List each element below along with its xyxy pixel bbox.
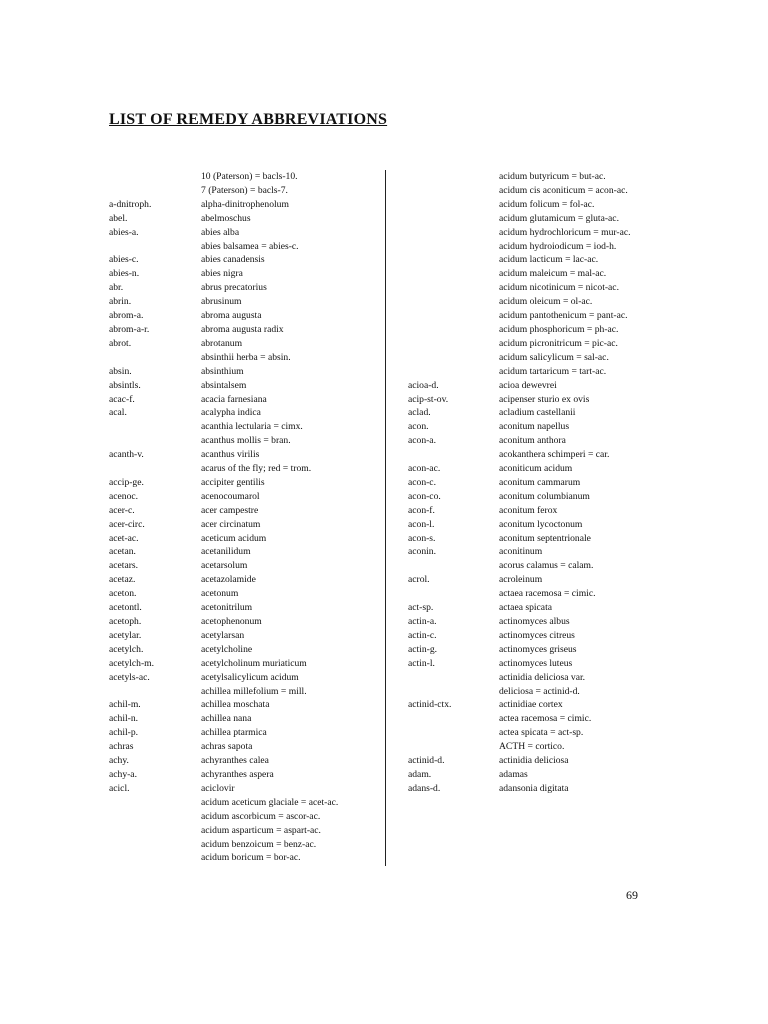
remedy-entry <box>109 420 377 434</box>
remedy-entry <box>109 671 377 685</box>
remedy-name: aconitum anthora <box>499 435 566 447</box>
remedy-entry <box>109 573 377 587</box>
remedy-abbreviation: achil-n. <box>109 713 139 725</box>
remedy-name: aceticum acidum <box>201 532 267 544</box>
remedy-name: acidum ascorbicum = ascor-ac. <box>201 810 321 822</box>
remedy-abbreviation <box>408 351 499 365</box>
remedy-name: acioa dewevrei <box>499 379 557 391</box>
remedy-abbreviation <box>408 559 499 573</box>
remedy-name: acidum tartaricum = tart-ac. <box>499 365 607 377</box>
remedy-entry <box>109 615 377 629</box>
remedy-name: abies canadensis <box>201 254 265 266</box>
remedy-abbreviation: acetontl. <box>109 602 142 614</box>
remedy-entry <box>408 504 648 518</box>
remedy-abbreviation: acetoph. <box>109 616 142 627</box>
remedy-abbreviation: accip-ge. <box>109 476 144 488</box>
remedy-entry <box>109 601 377 615</box>
remedy-entry <box>408 379 648 393</box>
remedy-abbreviation: acon-s. <box>408 532 436 544</box>
remedy-name: abies balsamea = abies-c. <box>201 240 299 252</box>
remedy-name: aconitum ferox <box>499 504 558 516</box>
remedy-name: acidum picronitricum = pic-ac. <box>499 337 618 349</box>
remedy-abbreviation <box>408 685 499 699</box>
remedy-name: acer circinatum <box>201 518 261 530</box>
remedy-name: achillea moschata <box>201 699 270 711</box>
remedy-abbreviation: achy. <box>109 755 129 767</box>
remedy-name: actinomyces citreus <box>499 629 575 641</box>
remedy-entry <box>408 476 648 490</box>
remedy-name: acetylsalicylicum acidum <box>201 671 299 683</box>
remedy-name: acer campestre <box>201 504 259 516</box>
remedy-name: acetanilidum <box>201 546 251 558</box>
remedy-name: absinthii herba = absin. <box>201 351 291 363</box>
remedy-entry <box>408 754 648 768</box>
remedy-abbreviation: acetylar. <box>109 629 142 641</box>
remedy-name: accipiter gentilis <box>201 476 265 488</box>
remedy-abbreviation: adans-d. <box>408 782 441 794</box>
remedy-abbreviation <box>109 838 201 852</box>
remedy-entry <box>408 573 648 587</box>
remedy-abbreviation: abies-c. <box>109 254 139 266</box>
remedy-abbreviation <box>408 323 499 337</box>
remedy-name: achillea millefolium = mill. <box>201 685 307 697</box>
remedy-name: acipenser sturio ex ovis <box>499 393 590 405</box>
remedy-entry <box>109 476 377 490</box>
remedy-name: acokanthera schimperi = car. <box>499 449 610 461</box>
remedy-entry <box>408 281 648 295</box>
remedy-name: abrusinum <box>201 296 242 308</box>
remedy-abbreviation: acac-f. <box>109 393 135 405</box>
remedy-entry <box>408 768 648 782</box>
remedy-entry <box>109 629 377 643</box>
remedy-abbreviation: acon. <box>408 421 429 433</box>
remedy-abbreviation: actin-l. <box>408 657 435 669</box>
remedy-abbreviation: actin-a. <box>408 616 437 627</box>
remedy-abbreviation: acip-st-ov. <box>408 393 449 405</box>
remedy-name: adansonia digitata <box>499 782 569 794</box>
remedy-abbreviation: absin. <box>109 365 132 377</box>
remedy-abbreviation <box>109 184 201 198</box>
remedy-abbreviation: acon-l. <box>408 518 435 530</box>
remedy-name: acidum cis aconiticum = acon-ac. <box>499 184 628 196</box>
remedy-entry <box>109 518 377 532</box>
remedy-abbreviation <box>109 351 201 365</box>
remedy-name: aconitinum <box>499 546 543 558</box>
remedy-abbreviation: adam. <box>408 768 432 780</box>
remedy-entry <box>109 643 377 657</box>
remedy-entry <box>109 726 377 740</box>
remedy-abbreviation: abies-a. <box>109 226 139 238</box>
remedy-abbreviation: acer-circ. <box>109 518 145 530</box>
remedy-abbreviation <box>408 226 499 240</box>
remedy-entry <box>109 657 377 671</box>
remedy-name: actinomyces albus <box>499 616 570 627</box>
remedy-abbreviation <box>109 240 201 254</box>
remedy-entry <box>109 309 377 323</box>
remedy-name: acetophenonum <box>201 616 262 627</box>
remedy-entry <box>408 434 648 448</box>
remedy-abbreviation: achil-p. <box>109 727 139 739</box>
remedy-abbreviation: abrin. <box>109 296 132 308</box>
remedy-entry <box>408 170 648 184</box>
remedy-name: adamas <box>499 768 528 780</box>
remedy-entry <box>109 393 377 407</box>
remedy-abbreviation: aceton. <box>109 588 137 600</box>
remedy-entry <box>408 740 648 754</box>
remedy-entry <box>408 490 648 504</box>
remedy-entry <box>109 170 377 184</box>
remedy-entry <box>408 212 648 226</box>
remedy-entry <box>408 253 648 267</box>
remedy-name: aconitum napellus <box>499 421 570 433</box>
remedy-name: actinomyces luteus <box>499 657 573 669</box>
remedy-name: acanthus mollis = bran. <box>201 435 291 447</box>
remedy-entry <box>408 545 648 559</box>
remedy-entry <box>109 434 377 448</box>
remedy-entry <box>109 545 377 559</box>
remedy-abbreviation: acer-c. <box>109 504 135 516</box>
remedy-name: deliciosa = actinid-d. <box>499 685 580 697</box>
remedy-entry <box>408 726 648 740</box>
remedy-entry <box>109 685 377 699</box>
remedy-entry <box>109 782 377 796</box>
remedy-name: acidum butyricum = but-ac. <box>499 171 606 182</box>
remedy-entry <box>109 212 377 226</box>
remedy-name: acidum maleicum = mal-ac. <box>499 268 607 280</box>
remedy-name: acorus calamus = calam. <box>499 560 594 572</box>
remedy-abbreviation: abel. <box>109 212 128 224</box>
remedy-name: achras sapota <box>201 741 253 753</box>
remedy-entry <box>109 226 377 240</box>
remedy-abbreviation: aclad. <box>408 407 431 419</box>
remedy-name: acetazolamide <box>201 574 256 586</box>
remedy-entry <box>408 198 648 212</box>
remedy-name: aconiticum acidum <box>499 463 573 475</box>
remedy-abbreviation: acetars. <box>109 560 139 572</box>
remedy-abbreviation: acanth-v. <box>109 449 144 461</box>
remedy-name: aconitum septentrionale <box>499 532 591 544</box>
remedy-entry <box>109 184 377 198</box>
remedy-entry <box>408 295 648 309</box>
remedy-name: acidum glutamicum = gluta-ac. <box>499 212 619 224</box>
remedy-abbreviation: acetan. <box>109 546 136 558</box>
remedy-name: acidum aceticum glaciale = acet-ac. <box>201 796 339 808</box>
remedy-abbreviation: acal. <box>109 407 127 419</box>
remedy-name: absintalsem <box>201 379 247 391</box>
remedy-abbreviation: actin-c. <box>408 629 437 641</box>
remedy-name: acarus of the fly; red = trom. <box>201 463 312 475</box>
remedy-abbreviation: acrol. <box>408 574 430 586</box>
remedy-abbreviation: acon-ac. <box>408 463 441 475</box>
remedy-entry <box>408 323 648 337</box>
remedy-entry <box>109 740 377 754</box>
remedy-abbreviation: acenoc. <box>109 490 139 502</box>
remedy-entry <box>109 698 377 712</box>
right-column <box>408 170 648 796</box>
remedy-name: abrotanum <box>201 337 243 349</box>
remedy-entry <box>408 629 648 643</box>
remedy-entry <box>408 532 648 546</box>
remedy-abbreviation <box>408 671 499 685</box>
remedy-entry <box>109 379 377 393</box>
remedy-entry <box>408 559 648 573</box>
remedy-abbreviation: acetylch-m. <box>109 657 155 669</box>
remedy-abbreviation: acicl. <box>109 782 130 794</box>
remedy-abbreviation: acet-ac. <box>109 532 139 544</box>
remedy-entry <box>408 615 648 629</box>
remedy-entry <box>109 490 377 504</box>
remedy-entry <box>109 406 377 420</box>
remedy-abbreviation <box>408 267 499 281</box>
remedy-abbreviation <box>109 851 201 865</box>
remedy-entry <box>408 685 648 699</box>
remedy-name: actaea spicata <box>499 602 552 614</box>
page-title: LIST OF REMEDY ABBREVIATIONS <box>109 111 388 128</box>
remedy-name: acidum pantothenicum = pant-ac. <box>499 310 628 322</box>
remedy-abbreviation: acetylch. <box>109 643 144 655</box>
remedy-name: actea spicata = act-sp. <box>499 727 584 739</box>
remedy-entry <box>109 448 377 462</box>
remedy-name: actinidia deliciosa var. <box>499 671 586 683</box>
remedy-name: acidum folicum = fol-ac. <box>499 198 595 210</box>
remedy-abbreviation: acon-f. <box>408 504 435 516</box>
remedy-entry <box>408 657 648 671</box>
remedy-entry <box>408 351 648 365</box>
remedy-abbreviation <box>109 170 201 184</box>
remedy-abbreviation <box>408 170 499 184</box>
remedy-name: aciclovir <box>201 782 235 794</box>
remedy-entry <box>408 643 648 657</box>
remedy-entry <box>109 838 377 852</box>
remedy-entry <box>109 240 377 254</box>
remedy-name: acetarsolum <box>201 560 248 572</box>
remedy-name: acroleinum <box>499 574 543 586</box>
remedy-abbreviation: absintls. <box>109 379 141 391</box>
remedy-abbreviation <box>109 462 201 476</box>
remedy-name: acetonitrilum <box>201 602 253 614</box>
remedy-name: acidum hydroiodicum = iod-h. <box>499 240 617 252</box>
remedy-entry <box>109 462 377 476</box>
remedy-abbreviation <box>408 184 499 198</box>
remedy-entry <box>408 184 648 198</box>
remedy-abbreviation <box>109 434 201 448</box>
remedy-entry <box>408 365 648 379</box>
remedy-abbreviation <box>408 212 499 226</box>
remedy-abbreviation: abr. <box>109 282 124 294</box>
remedy-name: aconitum lycoctonum <box>499 518 583 530</box>
remedy-entry <box>408 782 648 796</box>
remedy-name: acetonum <box>201 588 239 600</box>
remedy-name: achyranthes calea <box>201 755 269 767</box>
remedy-name: aconitum cammarum <box>499 476 581 488</box>
remedy-entry <box>109 851 377 865</box>
remedy-name: acidum boricum = bor-ac. <box>201 852 301 864</box>
remedy-entry <box>109 198 377 212</box>
remedy-name: abies nigra <box>201 268 243 280</box>
remedy-entry <box>408 420 648 434</box>
remedy-name: acenocoumarol <box>201 490 260 502</box>
remedy-abbreviation <box>408 253 499 267</box>
remedy-entry <box>109 587 377 601</box>
remedy-entry <box>109 532 377 546</box>
remedy-abbreviation: acetyls-ac. <box>109 671 150 683</box>
remedy-name: acacia farnesiana <box>201 393 267 405</box>
column-divider <box>385 170 386 866</box>
remedy-abbreviation: act-sp. <box>408 602 434 614</box>
remedy-abbreviation: achras <box>109 741 134 753</box>
remedy-entry <box>109 810 377 824</box>
remedy-abbreviation: acetaz. <box>109 574 136 586</box>
remedy-entry <box>408 587 648 601</box>
remedy-name: acanthus virilis <box>201 449 260 461</box>
remedy-entry <box>109 323 377 337</box>
remedy-entry <box>408 448 648 462</box>
remedy-abbreviation <box>109 796 201 810</box>
remedy-abbreviation <box>408 726 499 740</box>
remedy-entry <box>109 253 377 267</box>
remedy-entry <box>408 698 648 712</box>
remedy-abbreviation: actinid-d. <box>408 755 445 767</box>
remedy-entry <box>408 309 648 323</box>
remedy-abbreviation <box>408 712 499 726</box>
remedy-abbreviation: actin-g. <box>408 643 438 655</box>
remedy-name: acidum oleicum = ol-ac. <box>499 296 593 308</box>
remedy-name: abies alba <box>201 226 240 238</box>
remedy-entry <box>109 504 377 518</box>
remedy-name: acidum asparticum = aspart-ac. <box>201 824 321 836</box>
remedy-name: acidum nicotinicum = nicot-ac. <box>499 282 619 294</box>
remedy-name: abroma augusta radix <box>201 323 284 335</box>
remedy-entry <box>109 351 377 365</box>
remedy-name: acidum hydrochloricum = mur-ac. <box>499 226 631 238</box>
remedy-entry <box>109 768 377 782</box>
remedy-abbreviation <box>109 810 201 824</box>
left-column <box>109 170 377 865</box>
remedy-name: acidum salicylicum = sal-ac. <box>499 351 609 363</box>
remedy-abbreviation: abrot. <box>109 337 132 349</box>
remedy-name: acalypha indica <box>201 407 261 419</box>
remedy-entry <box>408 601 648 615</box>
remedy-abbreviation <box>408 309 499 323</box>
remedy-name: actinidiae cortex <box>499 699 563 711</box>
remedy-abbreviation: actinid-ctx. <box>408 699 452 711</box>
remedy-name: acidum benzoicum = benz-ac. <box>201 838 317 850</box>
remedy-abbreviation <box>109 420 201 434</box>
remedy-name: actinidia deliciosa <box>499 755 569 767</box>
remedy-name: actinomyces griseus <box>499 643 577 655</box>
remedy-entry <box>408 712 648 726</box>
remedy-entry <box>109 281 377 295</box>
remedy-abbreviation: achy-a. <box>109 768 137 780</box>
remedy-entry <box>408 267 648 281</box>
remedy-abbreviation: acon-c. <box>408 476 436 488</box>
remedy-name: abelmoschus <box>201 212 251 224</box>
remedy-name: acetylcholinum muriaticum <box>201 657 307 669</box>
remedy-name: absinthium <box>201 365 244 377</box>
remedy-abbreviation <box>408 198 499 212</box>
remedy-entry <box>109 559 377 573</box>
remedy-abbreviation: a-dnitroph. <box>109 198 152 210</box>
remedy-name: abroma augusta <box>201 310 262 322</box>
remedy-name: acanthia lectularia = cimx. <box>201 421 303 433</box>
remedy-name: alpha-dinitrophenolum <box>201 198 289 210</box>
remedy-entry <box>109 365 377 379</box>
remedy-name: acladium castellanii <box>499 407 576 419</box>
remedy-entry <box>109 295 377 309</box>
remedy-entry <box>408 240 648 254</box>
remedy-entry <box>408 337 648 351</box>
remedy-entry <box>109 712 377 726</box>
remedy-entry <box>109 824 377 838</box>
remedy-entry <box>109 267 377 281</box>
remedy-entry <box>408 671 648 685</box>
remedy-abbreviation <box>109 685 201 699</box>
remedy-abbreviation: abrom-a. <box>109 310 144 322</box>
remedy-entry <box>408 406 648 420</box>
remedy-abbreviation <box>408 240 499 254</box>
remedy-name: acidum lacticum = lac-ac. <box>499 254 599 266</box>
remedy-entry <box>408 462 648 476</box>
remedy-abbreviation: acioa-d. <box>408 379 439 391</box>
remedy-name: achillea nana <box>201 713 252 725</box>
remedy-name: acetylarsan <box>201 629 245 641</box>
remedy-name: abrus precatorius <box>201 282 267 294</box>
remedy-entry <box>109 796 377 810</box>
remedy-abbreviation <box>408 365 499 379</box>
page-number: 69 <box>626 888 638 902</box>
remedy-abbreviation <box>408 448 499 462</box>
remedy-abbreviation: abies-n. <box>109 268 140 280</box>
remedy-name: acidum phosphoricum = ph-ac. <box>499 323 619 335</box>
remedy-entry <box>408 518 648 532</box>
remedy-name: actaea racemosa = cimic. <box>499 588 596 600</box>
remedy-name: acetylcholine <box>201 643 253 655</box>
remedy-name: actea racemosa = cimic. <box>499 713 592 725</box>
remedy-name: 7 (Paterson) = bacls-7. <box>201 184 288 196</box>
remedy-abbreviation: abrom-a-r. <box>109 323 150 335</box>
remedy-abbreviation <box>109 824 201 838</box>
remedy-abbreviation: achil-m. <box>109 699 141 711</box>
remedy-name: aconitum columbianum <box>499 490 590 502</box>
remedy-entry <box>109 754 377 768</box>
remedy-name: 10 (Paterson) = bacls-10. <box>201 171 298 182</box>
remedy-abbreviation <box>408 295 499 309</box>
remedy-abbreviation <box>408 740 499 754</box>
remedy-entry <box>408 226 648 240</box>
remedy-abbreviation: aconin. <box>408 546 436 558</box>
remedy-entry <box>109 337 377 351</box>
remedy-abbreviation: acon-a. <box>408 435 436 447</box>
remedy-entry <box>408 393 648 407</box>
remedy-abbreviation <box>408 281 499 295</box>
remedy-abbreviation <box>408 587 499 601</box>
remedy-abbreviation <box>408 337 499 351</box>
remedy-name: achyranthes aspera <box>201 768 274 780</box>
remedy-name: ACTH = cortico. <box>499 741 565 753</box>
remedy-name: achillea ptarmica <box>201 727 267 739</box>
remedy-abbreviation: acon-co. <box>408 490 441 502</box>
